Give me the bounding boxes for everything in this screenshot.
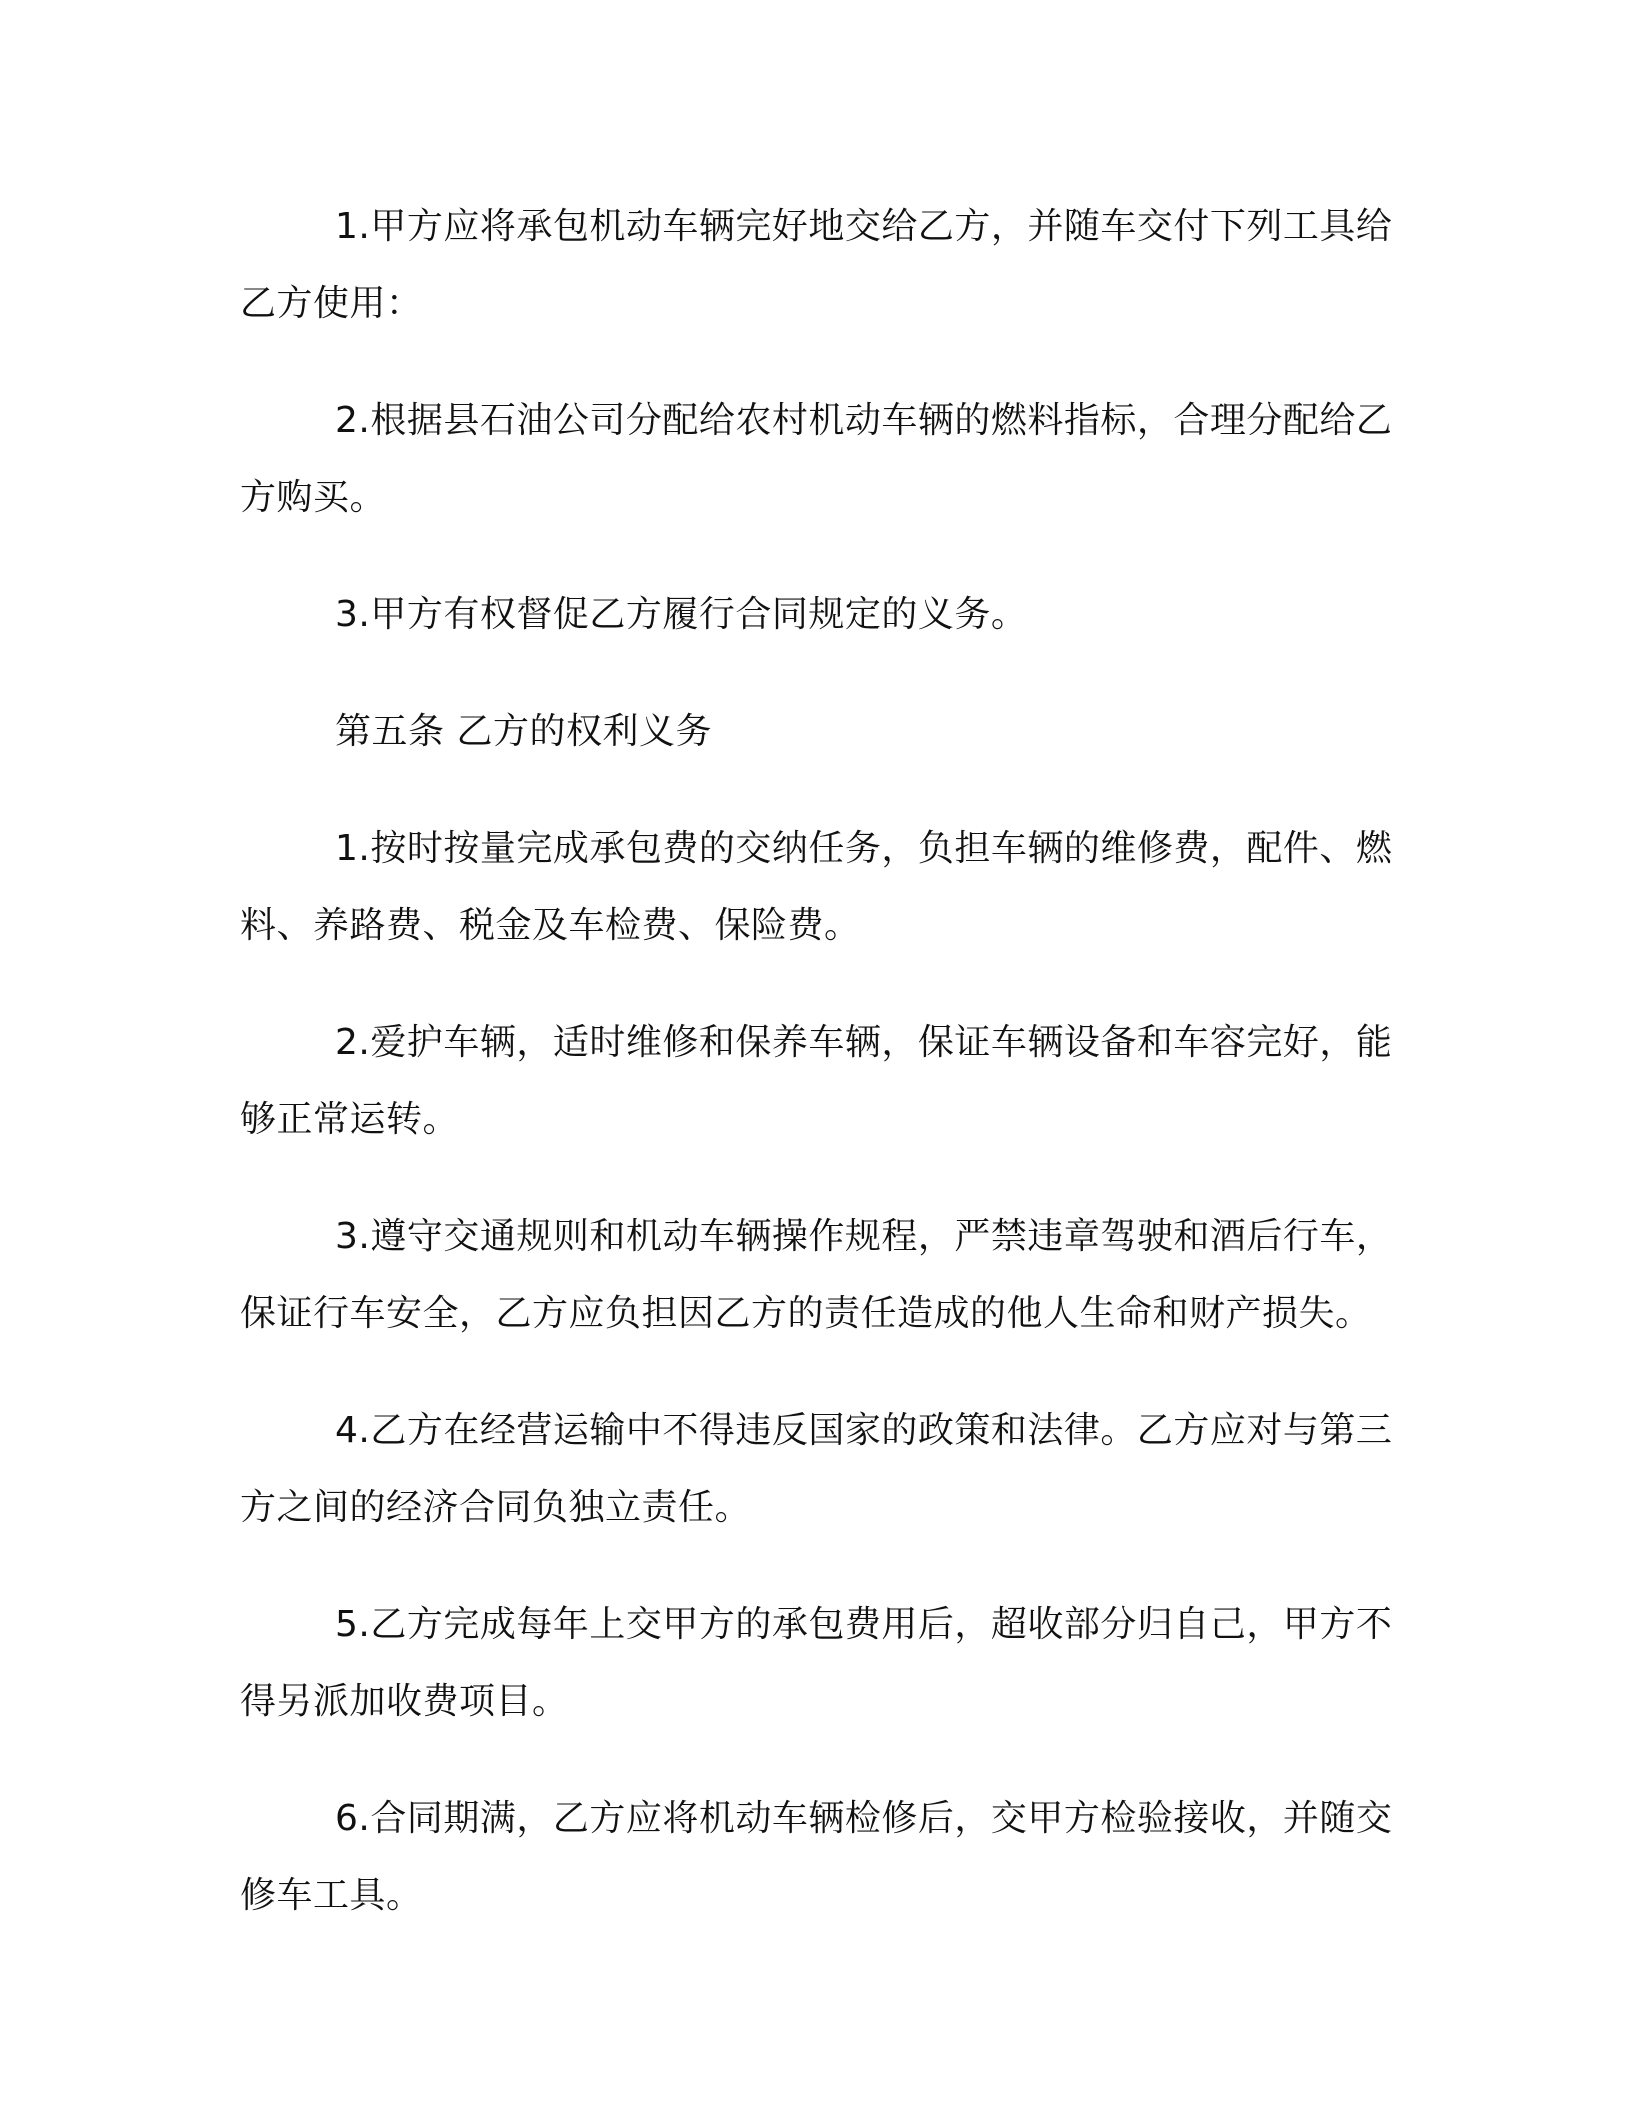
document-body (240, 188, 1400, 1974)
paragraph-party-a-duty-3: 3.甲方有权督促乙方履行合同规定的义务。 (335, 594, 1028, 635)
section-heading-article-5: 第五条 乙方的权利义务 (335, 711, 712, 752)
paragraph-party-b-duty-5: 5.乙方完成每年上交甲方的承包费用后，超收部分归自己，甲方不得另派加收费项目。 (240, 1604, 1393, 1722)
paragraph-party-b-duty-1: 1.按时按量完成承包费的交纳任务，负担车辆的维修费，配件、燃料、养路费、税金及车检费、保险费。 (240, 828, 1393, 946)
paragraph-party-b-duty-6: 6.合同期满，乙方应将机动车辆检修后，交甲方检验接收，并随交修车工具。 (240, 1798, 1393, 1916)
paragraph-party-a-duty-2: 2.根据县石油公司分配给农村机动车辆的燃料指标，合理分配给乙方购买。 (240, 400, 1393, 518)
paragraph-party-b-duty-2: 2.爱护车辆，适时维修和保养车辆，保证车辆设备和车容完好，能够正常运转。 (240, 1022, 1393, 1140)
paragraph-party-a-duty-1: 1.甲方应将承包机动车辆完好地交给乙方，并随车交付下列工具给乙方使用： (240, 206, 1393, 324)
paragraph-party-b-duty-3: 3.遵守交通规则和机动车辆操作规程，严禁违章驾驶和酒后行车，保证行车安全，乙方应负担因乙方的责任造成的他人生命和财产损失。 (240, 1216, 1393, 1334)
paragraph-party-b-duty-4: 4.乙方在经营运输中不得违反国家的政策和法律。乙方应对与第三方之间的经济合同负独立责任。 (240, 1410, 1393, 1528)
